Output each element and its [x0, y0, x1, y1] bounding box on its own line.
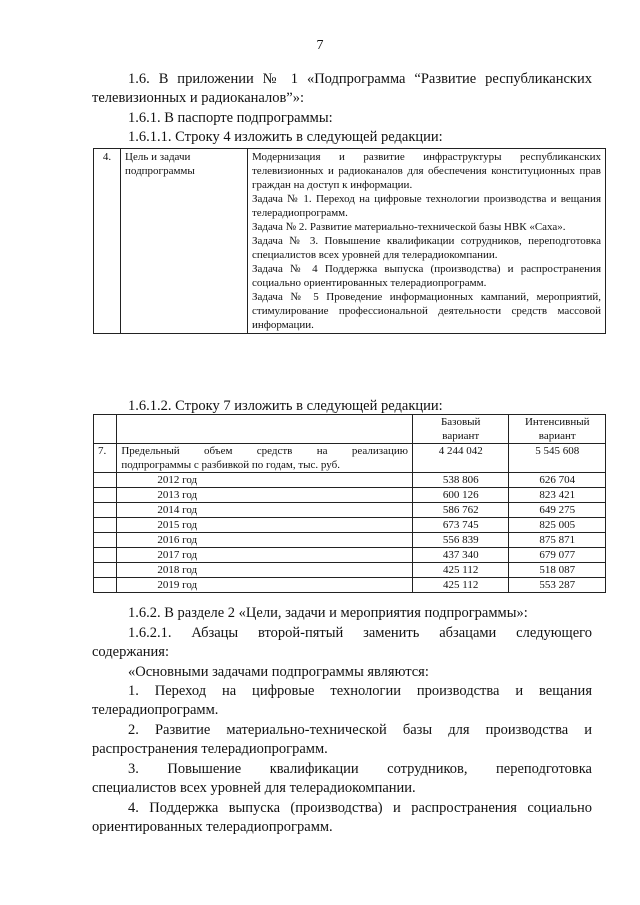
intensive-value: 553 287	[509, 578, 606, 593]
base-value: 437 340	[412, 548, 509, 563]
year-label: 2016 год	[117, 533, 413, 548]
abz-line-1: 1.6.2.1. Абзацы второй-пятый заменить абзацами следующего	[128, 625, 592, 641]
year-label: 2013 год	[117, 488, 413, 503]
header-empty-num	[94, 415, 117, 444]
intensive-value: 825 005	[509, 518, 606, 533]
header-intensive-line-2: вариант	[538, 430, 576, 442]
row4-name-cell	[121, 149, 248, 334]
row7-number: 7.	[94, 444, 117, 473]
total-label	[117, 444, 413, 473]
base-value: 673 745	[412, 518, 509, 533]
header-base	[412, 415, 509, 444]
intensive-value: 626 704	[509, 473, 606, 488]
base-value: 538 806	[412, 473, 509, 488]
base-value: 425 112	[412, 563, 509, 578]
total-row	[94, 444, 606, 473]
total-label-line-2: подпрограммы с разбивкой по годам, тыс. руб.	[121, 459, 340, 471]
page-number: 7	[316, 38, 324, 53]
table-row	[94, 488, 606, 503]
header-base-line-1: Базовый	[440, 416, 481, 428]
table-row	[94, 473, 606, 488]
row4-content-cell	[248, 149, 606, 334]
abz-line-2: содержания:	[92, 644, 170, 660]
item-2-line-1: 2. Развитие материально-технической базы для производства и	[128, 722, 592, 738]
item-3-line-2: специалистов всех уровней для телерадиокомпании.	[92, 780, 416, 796]
row4-intro: 1.6.1.1. Строку 4 изложить в следующей редакции:	[128, 129, 443, 145]
goal-paragraph: Модернизация и развитие инфраструктуры республиканских телевизионных и радиоканалов для обеспечения конституционных прав граждан на доступ к информации.	[252, 151, 601, 191]
base-value: 425 112	[412, 578, 509, 593]
row7-table	[93, 414, 606, 593]
intensive-value: 823 421	[509, 488, 606, 503]
table-row	[94, 548, 606, 563]
row4-number: 4.	[94, 149, 121, 334]
intensive-value: 649 275	[509, 503, 606, 518]
base-value: 556 839	[412, 533, 509, 548]
total-intensive: 5 545 608	[509, 444, 606, 473]
total-label-line-1: Предельный объем средств на реализацию	[121, 445, 408, 457]
item-4-line-1: 4. Поддержка выпуска (производства) и распространения социально	[128, 800, 592, 816]
total-base: 4 244 042	[412, 444, 509, 473]
year-label: 2019 год	[117, 578, 413, 593]
row4-table	[93, 148, 606, 334]
table-row	[94, 533, 606, 548]
header-base-line-2: вариант	[442, 430, 480, 442]
year-label: 2018 год	[117, 563, 413, 578]
row4-name-line-1: Цель и задачи	[125, 151, 191, 163]
main-tasks-line: «Основными задачами подпрограммы являются:	[128, 664, 429, 680]
heading-line-2: телевизионных и радиоканалов”»:	[92, 90, 305, 106]
table-row	[94, 503, 606, 518]
base-value: 586 762	[412, 503, 509, 518]
item-4-line-2: ориентированных телерадиопрограмм.	[92, 819, 333, 835]
intensive-value: 518 087	[509, 563, 606, 578]
year-label: 2015 год	[117, 518, 413, 533]
table-row	[94, 518, 606, 533]
base-value: 600 126	[412, 488, 509, 503]
item-2-line-2: распространения телерадиопрограмм.	[92, 741, 328, 757]
header-empty-name	[117, 415, 413, 444]
item-1-line-1: 1. Переход на цифровые технологии производства и вещания	[128, 683, 592, 699]
intensive-value: 875 871	[509, 533, 606, 548]
year-label: 2017 год	[117, 548, 413, 563]
intensive-value: 679 077	[509, 548, 606, 563]
task-3-paragraph: Задача № 3. Повышение квалификации сотрудников, переподготовка специалистов всех уровней для телерадиокомпании.	[252, 235, 601, 261]
task-5-paragraph: Задача № 5 Проведение информационных кампаний, мероприятий, стимулирование профессиональной деятельности средств массовой информации.	[252, 291, 601, 331]
year-label: 2014 год	[117, 503, 413, 518]
row4-name-line-2: подпрограммы	[125, 165, 195, 177]
year-label: 2012 год	[117, 473, 413, 488]
item-3-line-1: 3. Повышение квалификации сотрудников, переподготовка	[128, 761, 592, 777]
section2-line: 1.6.2. В разделе 2 «Цели, задачи и мероприятия подпрограммы»:	[128, 605, 528, 621]
table-row	[94, 578, 606, 593]
header-intensive	[509, 415, 606, 444]
table-row	[94, 563, 606, 578]
item-1-line-2: телерадиопрограмм.	[92, 702, 219, 718]
header-intensive-line-1: Интенсивный	[524, 416, 590, 428]
passport-line: 1.6.1. В паспорте подпрограммы:	[128, 110, 333, 126]
task-1-paragraph: Задача № 1. Переход на цифровые технологии производства и вещания телерадиопрограмм.	[252, 193, 601, 219]
heading-line-1: 1.6. В приложении № 1 «Подпрограмма “Развитие республиканских	[128, 71, 592, 87]
task-4-paragraph: Задача № 4 Поддержка выпуска (производства) и распространения социально ориентированных телерадиопрограмм.	[252, 263, 601, 289]
task-2-paragraph: Задача № 2. Развитие материально-технической базы НВК «Саха».	[252, 221, 566, 233]
row7-intro: 1.6.1.2. Строку 7 изложить в следующей редакции:	[128, 398, 443, 414]
